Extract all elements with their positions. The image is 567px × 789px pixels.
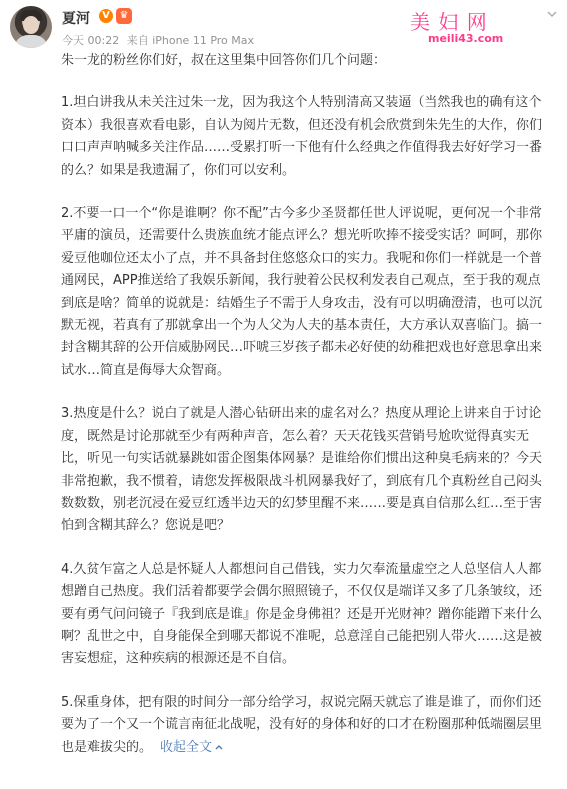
- post-paragraph-5-text: 5.保重身体，把有限的时间分一部分给学习，叔说完隔天就忘了谁是谁了，而你们还要为了一个又一个谎言南征北战呢，没有好的身体和好的口才在粉圈那种低端圈层里也是难拔尖的。: [61, 694, 543, 755]
- post-source: 来自 iPhone 11 Pro Max: [126, 34, 255, 47]
- user-name[interactable]: 夏河: [62, 11, 90, 27]
- watermark: [410, 6, 530, 50]
- post-paragraph-5: [61, 692, 551, 759]
- post-time: 今天 00:22: [62, 34, 120, 47]
- watermark-url: meili43.com: [428, 32, 504, 45]
- post-intro: 朱一龙的粉丝你们好，叔在这里集中回答你们几个问题：: [61, 53, 387, 68]
- verified-v-icon: V: [99, 9, 113, 23]
- post-paragraph-3: 3.热度是什么？说白了就是人潜心钻研出来的虚名对么？热度从理论上讲来自于讨论度，既然是讨论那就至少有两种声音，怎么着？天天花钱买营销号尬吹觉得真实无比，听见一句实话就暴跳如雷企图集体网暴？是谁给你们惯出这种臭毛病来的？今天非常抱歉，我不惯着，请您发挥极限战斗机网暴我好了，到底有几个真粉丝自己闷头数数数，别老沉浸在爱豆红透半边天的幻梦里醒不来……要是真自信那么红…至于害怕到含糊其辞么？您说是吧？: [61, 406, 543, 534]
- watermark-logo: 美 妇 网: [410, 10, 488, 34]
- avatar-shirt: [14, 35, 48, 48]
- post-paragraph-4: 4.久贫乍富之人总是怀疑人人都想问自己借钱，实力欠奉流量虚空之人总坚信人人都想蹭自己热度。我们活着都要学会偶尔照照镜子，不仅仅是端详又多了几条皱纹，还要有勇气问问镜子『我到底是谁』你是金身佛祖？还是开光财神？蹭你能蹭下来什么啊？乱世之中，自身能保全到哪天都说不准呢，总意淫自己能把别人带火……这是被害妄想症，这种疾病的根源还是不自信。: [61, 561, 543, 667]
- post-paragraph-1: 1.坦白讲我从未关注过朱一龙，因为我这个人特别清高又装逼（当然我也的确有这个资本）我很喜欢看电影，自认为阅片无数，但还没有机会欣赏到朱先生的大作，你们口口声声呐喊多关注作品……受累打听一下他有什么经典之作值得我去好好学习一番的么？如果是我遗漏了，你们可以安利。: [61, 95, 543, 178]
- vip-crown-icon: ♛: [116, 8, 132, 24]
- post-header: [0, 0, 567, 56]
- post-meta: [62, 32, 258, 48]
- collapse-label: 收起全文: [160, 739, 213, 755]
- avatar[interactable]: [10, 6, 52, 48]
- chevron-down-icon[interactable]: [546, 8, 558, 20]
- post-content: [61, 50, 551, 780]
- avatar-face: [23, 16, 39, 34]
- collapse-full-text-link[interactable]: [160, 740, 224, 755]
- chevron-up-icon: [214, 742, 224, 752]
- post-paragraph-2: 2.不要一口一个“你是谁啊？你不配”古今多少圣贤都任世人评说呢，更何况一个非常平庸的演员，还需要什么贵族血统才能点评么？想光听吹捧不接受实话？呵呵，那你爱豆他咖位还太小了点，并不具备封住悠悠众口的实力。我呢和你们一样就是一个普通网民，APP推送给了我娱乐新闻，我行驶着公民权利发表自己观点，至于我的观点到底是啥？简单的说就是：结婚生子不需于人身攻击，没有可以明确澄清，也可以沉默无视，若真有了那就拿出一个为人父为人夫的基本责任，大方承认双喜临门。搞一封含糊其辞的公开信威胁网民…吓唬三岁孩子都未必好使的幼稚把戏也好意思拿出来试水…简直是侮辱大众智商。: [61, 206, 543, 378]
